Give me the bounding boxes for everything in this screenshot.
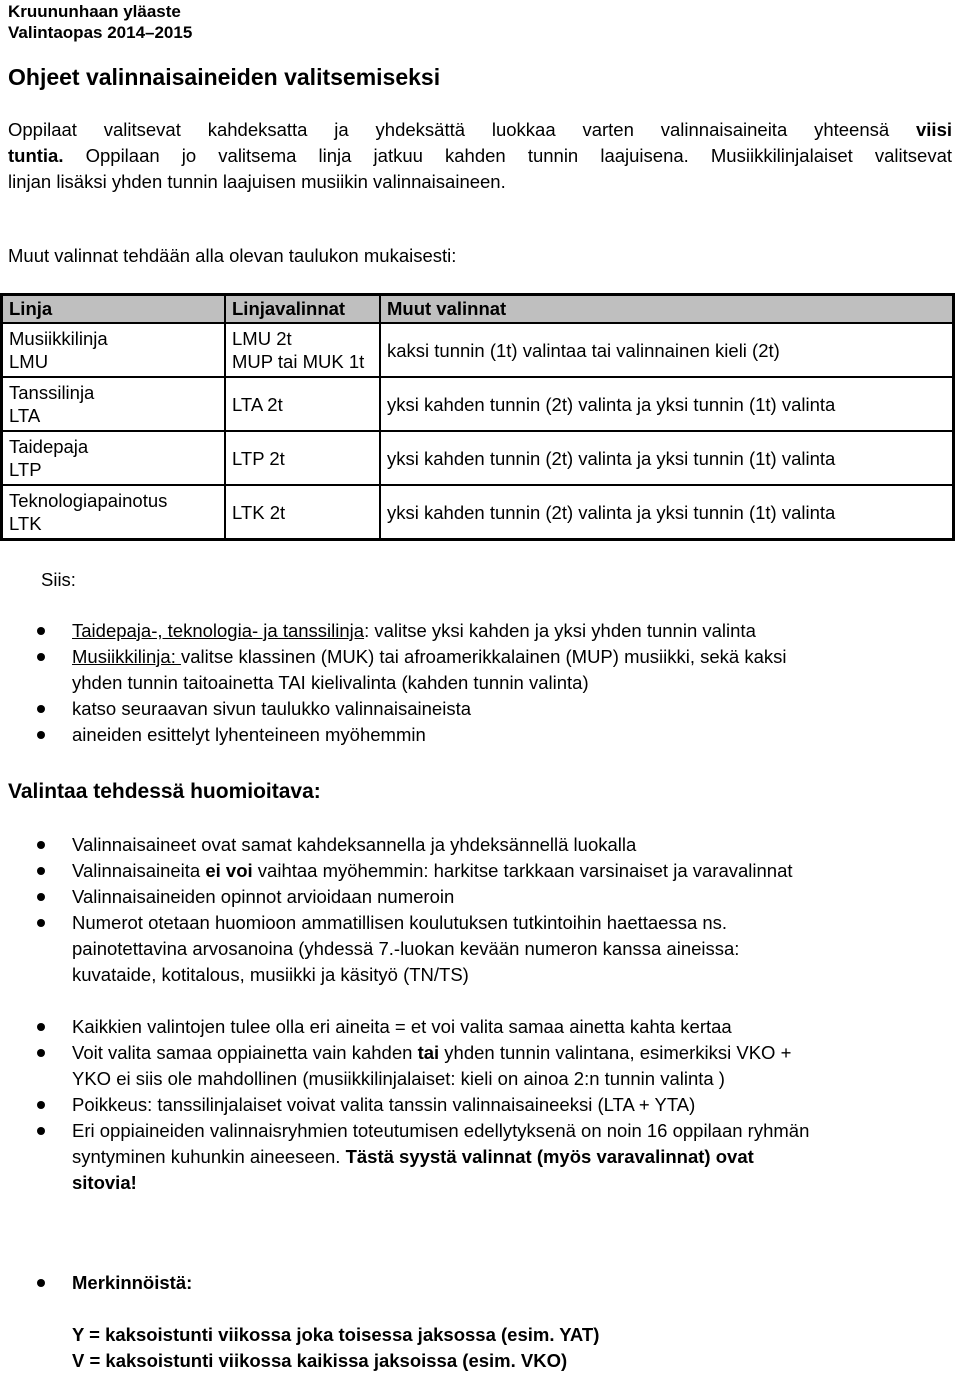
legend-y: Y = kaksoistunti viikossa joka toisessa jaksossa (esim. YAT) bbox=[72, 1324, 600, 1345]
list-item: Taidepaja-, teknologia- ja tanssilinja: valitse yksi kahden ja yksi yhden tunnin valinta bbox=[0, 618, 955, 644]
line-cell: Teknologiapainotus LTK bbox=[2, 485, 226, 540]
list-item: Kaikkien valintojen tulee olla eri aineita = et voi valita samaa ainetta kahta kertaa bbox=[0, 1014, 955, 1040]
intro-paragraph bbox=[8, 117, 952, 195]
line-cell: Musiikkilinja LMU bbox=[2, 323, 226, 377]
other-choice-cell: kaksi tunnin (1t) valintaa tai valinnainen kieli (2t) bbox=[380, 323, 954, 377]
table-row bbox=[2, 323, 954, 377]
bullet-icon bbox=[37, 705, 45, 713]
list-item: Valinnaisaineet ovat samat kahdeksannella ja yhdeksännellä luokalla bbox=[0, 832, 955, 858]
line-cell: Taidepaja LTP bbox=[2, 431, 226, 485]
summary-list bbox=[0, 618, 955, 748]
intro-line-1: Oppilaat valitsevat kahdeksatta ja yhdeksättä luokkaa varten valinnaisaineita yhteensä viisi bbox=[8, 119, 952, 140]
bullet-icon bbox=[37, 841, 45, 849]
page-title: Ohjeet valinnaisaineiden valitsemiseksi bbox=[8, 64, 441, 90]
line-choice-cell: LTP 2t bbox=[225, 431, 380, 485]
col-header-linja: Linja bbox=[2, 295, 226, 324]
school-name: Kruununhaan yläaste bbox=[8, 2, 181, 21]
line-choice-cell: LTA 2t bbox=[225, 377, 380, 431]
intro-bold-viisi: viisi bbox=[916, 119, 952, 140]
table-row bbox=[2, 485, 954, 540]
list-item: Voit valita samaa oppiainetta vain kahden tai yhden tunnin valintana, esimerkiksi VKO + YKO ei siis ole mahdollinen (musiikkilinjalaiset: kieli on ainoa 2:n tunnin valinta ) bbox=[0, 1040, 955, 1092]
bullet-icon bbox=[37, 867, 45, 875]
table-header-row bbox=[2, 295, 954, 324]
siis-label: Siis: bbox=[41, 569, 76, 590]
line-choices-table bbox=[0, 293, 955, 541]
list-item: Eri oppiaineiden valinnaisryhmien toteutumisen edellytyksenä on noin 16 oppilaan ryhmän syntyminen kuhunkin aineeseen. Tästä syystä valinnat (myös varavalinnat) ovat sitovia! bbox=[0, 1118, 955, 1196]
list-item: Valinnaisaineiden opinnot arvioidaan numeroin bbox=[0, 884, 955, 910]
bullet-icon bbox=[37, 919, 45, 927]
list-item: Musiikkilinja: valitse klassinen (MUK) tai afroamerikkalainen (MUP) musiikki, sekä kaksi yhden tunnin taitoainetta TAI kielivalinta (kahden tunnin valinta) bbox=[0, 644, 955, 696]
legend-entries bbox=[72, 1322, 599, 1374]
legend-v: V = kaksoistunti viikossa kaikissa jaksoissa (esim. VKO) bbox=[72, 1350, 568, 1371]
other-choice-cell: yksi kahden tunnin (2t) valinta ja yksi tunnin (1t) valinta bbox=[380, 485, 954, 540]
bullet-icon bbox=[37, 1049, 45, 1057]
list-item: Numerot otetaan huomioon ammatillisen koulutuksen tutkintoihin haettaessa ns. painotettavina arvosanoina (yhdessä 7.-luokan kevään numeron kanssa aineissa: kuvataide, kotitalous, musiikki ja käsityö (TN/TS) bbox=[0, 910, 955, 988]
intro-bold-tuntia: tuntia. bbox=[8, 145, 64, 166]
other-choice-cell: yksi kahden tunnin (2t) valinta ja yksi tunnin (1t) valinta bbox=[380, 377, 954, 431]
table-intro: Muut valinnat tehdään alla olevan taulukon mukaisesti: bbox=[8, 245, 457, 266]
intro-line-2: tuntia. Oppilaan jo valitsema linja jatkuu kahden tunnin laajuisena. Musiikkilinjalaiset valitsevat bbox=[8, 145, 952, 166]
table-row bbox=[2, 377, 954, 431]
list-item: aineiden esittelyt lyhenteineen myöhemmin bbox=[0, 722, 955, 748]
col-header-linjavalinnat: Linjavalinnat bbox=[225, 295, 380, 324]
col-header-muut-valinnat: Muut valinnat bbox=[380, 295, 954, 324]
line-cell: Tanssilinja LTA bbox=[2, 377, 226, 431]
list-item: Valinnaisaineita ei voi vaihtaa myöhemmin: harkitse tarkkaan varsinaiset ja varavalinnat bbox=[0, 858, 955, 884]
bullet-icon bbox=[37, 653, 45, 661]
legend-list bbox=[0, 1270, 955, 1296]
line-choice-cell: LMU 2t MUP tai MUK 1t bbox=[225, 323, 380, 377]
bullet-icon bbox=[37, 1127, 45, 1135]
line-choice-cell: LTK 2t bbox=[225, 485, 380, 540]
list-item: Merkinnöistä: bbox=[0, 1270, 955, 1296]
other-choice-cell: yksi kahden tunnin (2t) valinta ja yksi tunnin (1t) valinta bbox=[380, 431, 954, 485]
bullet-icon bbox=[37, 627, 45, 635]
bullet-icon bbox=[37, 893, 45, 901]
list-item: katso seuraavan sivun taulukko valinnaisaineista bbox=[0, 696, 955, 722]
intro-line-3: linjan lisäksi yhden tunnin laajuisen musiikin valinnaisaineen. bbox=[8, 171, 506, 192]
bullet-icon bbox=[37, 1101, 45, 1109]
guide-title: Valintaopas 2014–2015 bbox=[8, 23, 193, 42]
list-item: Poikkeus: tanssilinjalaiset voivat valita tanssin valinnaisaineeksi (LTA + YTA) bbox=[0, 1092, 955, 1118]
notes-list-2 bbox=[0, 1014, 955, 1196]
notes-list-1 bbox=[0, 832, 955, 988]
bullet-icon bbox=[37, 1023, 45, 1031]
bullet-icon bbox=[37, 1279, 45, 1287]
table-row bbox=[2, 431, 954, 485]
notes-heading: Valintaa tehdessä huomioitava: bbox=[8, 780, 321, 803]
bullet-icon bbox=[37, 731, 45, 739]
